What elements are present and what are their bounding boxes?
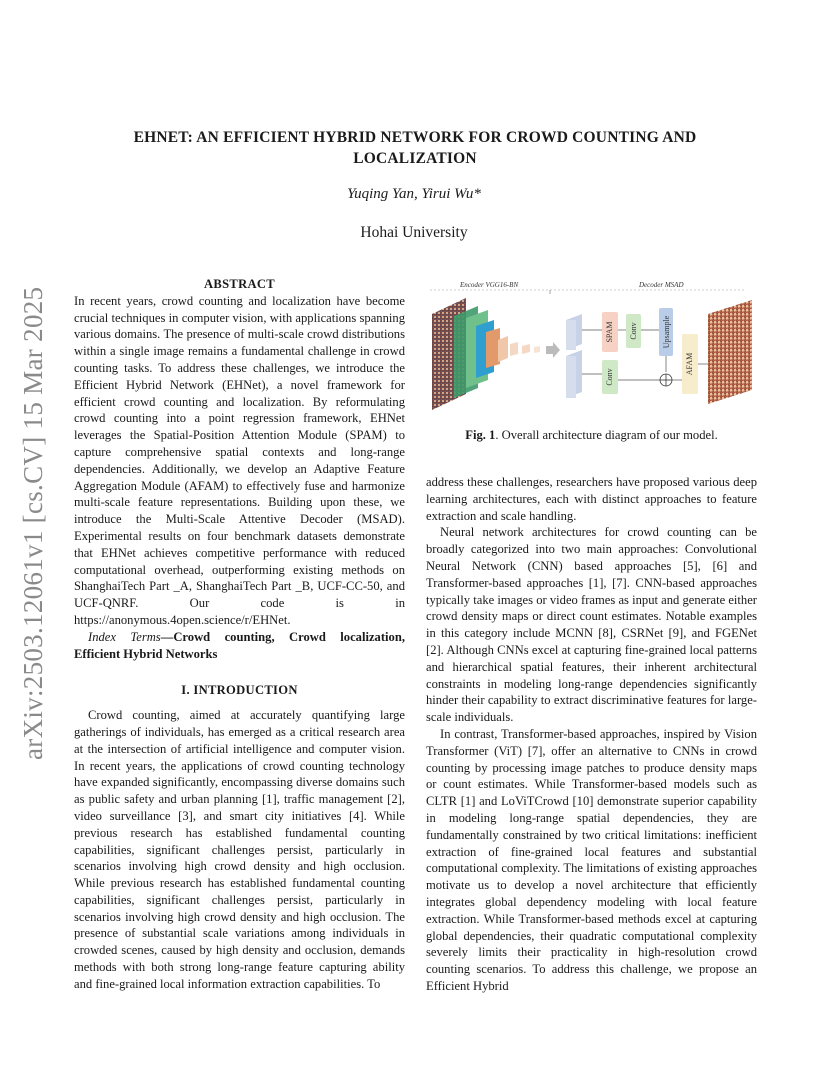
- paper-title: EHNET: AN EFFICIENT HYBRID NETWORK FOR CROWD COUNTING AND LOCALIZATION: [133, 129, 697, 167]
- encoder-block-6: [510, 342, 518, 356]
- arxiv-stamp: arXiv:2503.12061v1 [cs.CV] 15 Mar 2025: [18, 286, 48, 760]
- intro-paragraph-2: Neural network architectures for crowd counting can be broadly categorized into two main approaches: Convolutional Neural Network (CNN) based approaches [5], [6] and Transformer-based approaches [1], [7]. CNN-based approaches typically take images or video frames as input and generate either crowd density maps or direct count estimates. Notable examples in this category include MCNN [8], CSRNet [9], and FGENet [2]. Although CNNs excel at capturing fine-grained local patterns and hierarchical spatial features, their inherent architectural constraints in modeling long-range dependencies significantly hinder their capability to extract discriminative features for large-scale individuals.: [426, 525, 757, 725]
- paper-affiliation: Hohai University: [360, 224, 468, 241]
- afam-label: AFAM: [685, 352, 694, 376]
- paper-authors: Yuqing Yan, Yirui Wu*: [347, 186, 481, 202]
- encoder-arrow: [546, 342, 560, 358]
- conv-bottom-label: Conv: [605, 368, 614, 386]
- index-terms-text: —Crowd counting, Crowd localization, Efficient Hybrid Networks: [74, 629, 405, 661]
- intro-paragraph-1: Crowd counting, aimed at accurately quantifying large gatherings of individuals, has emerged as a critical research area at the intersection of artificial intelligence and computer vision. In recent years, the applications of crowd counting technology have expanded significantly, encompassing diverse domains such as public safety and urban planning [1], traffic management [2], video surveillance [3], and smart city initiatives [4]. While previous research has established fundamental counting capabilities, significant challenges persist, particularly in scenarios involving high crowd density and high occlusion. While previous research has established fundamental counting capabilities, significant challenges persist, particularly in scenarios involving high crowd density and high occlusion. The presence of substantial scale variations among individuals in crowded scenes, caused by high density and occlusion, demands methods with both strong long-range feature capturing ability and fine-grained local information extraction capabilities. To: [74, 708, 405, 991]
- index-terms: [74, 629, 405, 663]
- conv-top-label: Conv: [629, 322, 638, 340]
- upsample-label: Upsample: [662, 315, 671, 349]
- encoder-block-4: [486, 328, 500, 368]
- abstract-heading: ABSTRACT: [204, 277, 275, 291]
- architecture-figure: [426, 276, 757, 416]
- encoder-block-5: [498, 336, 508, 362]
- figure-caption-label: Fig. 1: [465, 428, 496, 442]
- encoder-block-7: [522, 344, 530, 354]
- spam-label: SPAM: [605, 321, 614, 343]
- encoder-block-8: [534, 346, 540, 353]
- right-column: [426, 474, 757, 995]
- encoder-label: Encoder VGG16-BN: [460, 281, 519, 289]
- decoder-block-upper-face: [566, 320, 576, 350]
- figure-caption-text: . Overall architecture diagram of our model.: [495, 428, 718, 442]
- abstract-text: In recent years, crowd counting and localization have become crucial techniques in computer vision, with applications spanning various domains. The presence of multi-scale crowd distributions within a single image remains a fundamental challenge in crowd counting tasks. To address these challenges, we introduce the Efficient Hybrid Network (EHNet), a novel framework for efficient crowd counting and localization. By reformulating crowd counting into a point regression framework, EHNet leverages the Spatial-Position Attention Module (SPAM) to capture comprehensive spatial contexts and long-range dependencies. Additionally, we develop an Adaptive Feature Aggregation Module (AFAM) to effectively fuse and harmonize multi-scale feature representations. Building upon these, we introduce the Multi-Scale Attentive Decoder (MSAD). Experimental results on four benchmark datasets demonstrate that EHNet achieves competitive performance with reduced computational overhead, outperforming existing methods on ShanghaiTech Part _A, ShanghaiTech Part _B, UCF-CC-50, and UCF-QNRF. Our code is in https://anonymous.4open.science/r/EHNet.: [74, 293, 405, 627]
- left-column: [74, 276, 405, 993]
- decoder-block-lower-face: [566, 356, 576, 398]
- index-terms-label: Index Terms: [88, 629, 161, 644]
- figure-caption: [426, 428, 757, 443]
- intro-heading: I. INTRODUCTION: [181, 683, 298, 698]
- output-crowd-image: [708, 300, 752, 404]
- intro-paragraph-1-continued: address these challenges, researchers have proposed various deep learning architectures, each with distinct approaches to feature extraction and scale handling.: [426, 475, 757, 523]
- architecture-diagram: [426, 276, 757, 416]
- intro-paragraph-3: In contrast, Transformer-based approaches, inspired by Vision Transformer (ViT) [7], offer an alternative to CNNs in crowd counting by processing image patches to produce density maps or count estimates. While Transformer-based models such as CLTR [1] and LoViTCrowd [10] demonstrate superior capability in modeling long-range spatial dependencies, they are fundamentally constrained by two critical limitations: inefficient extraction of fine-grained local features and substantial computational complexity. The limitations of existing approaches motivate us to develop a novel architecture that efficiently integrates global dependency modeling with local feature extraction. While Transformer-based methods excel at capturing global dependencies, their quadratic computational complexity severely limits their practicality in high-resolution crowd counting scenarios. To address this challenge, we propose an Efficient Hybrid: [426, 726, 757, 993]
- decoder-label: Decoder MSAD: [639, 281, 684, 289]
